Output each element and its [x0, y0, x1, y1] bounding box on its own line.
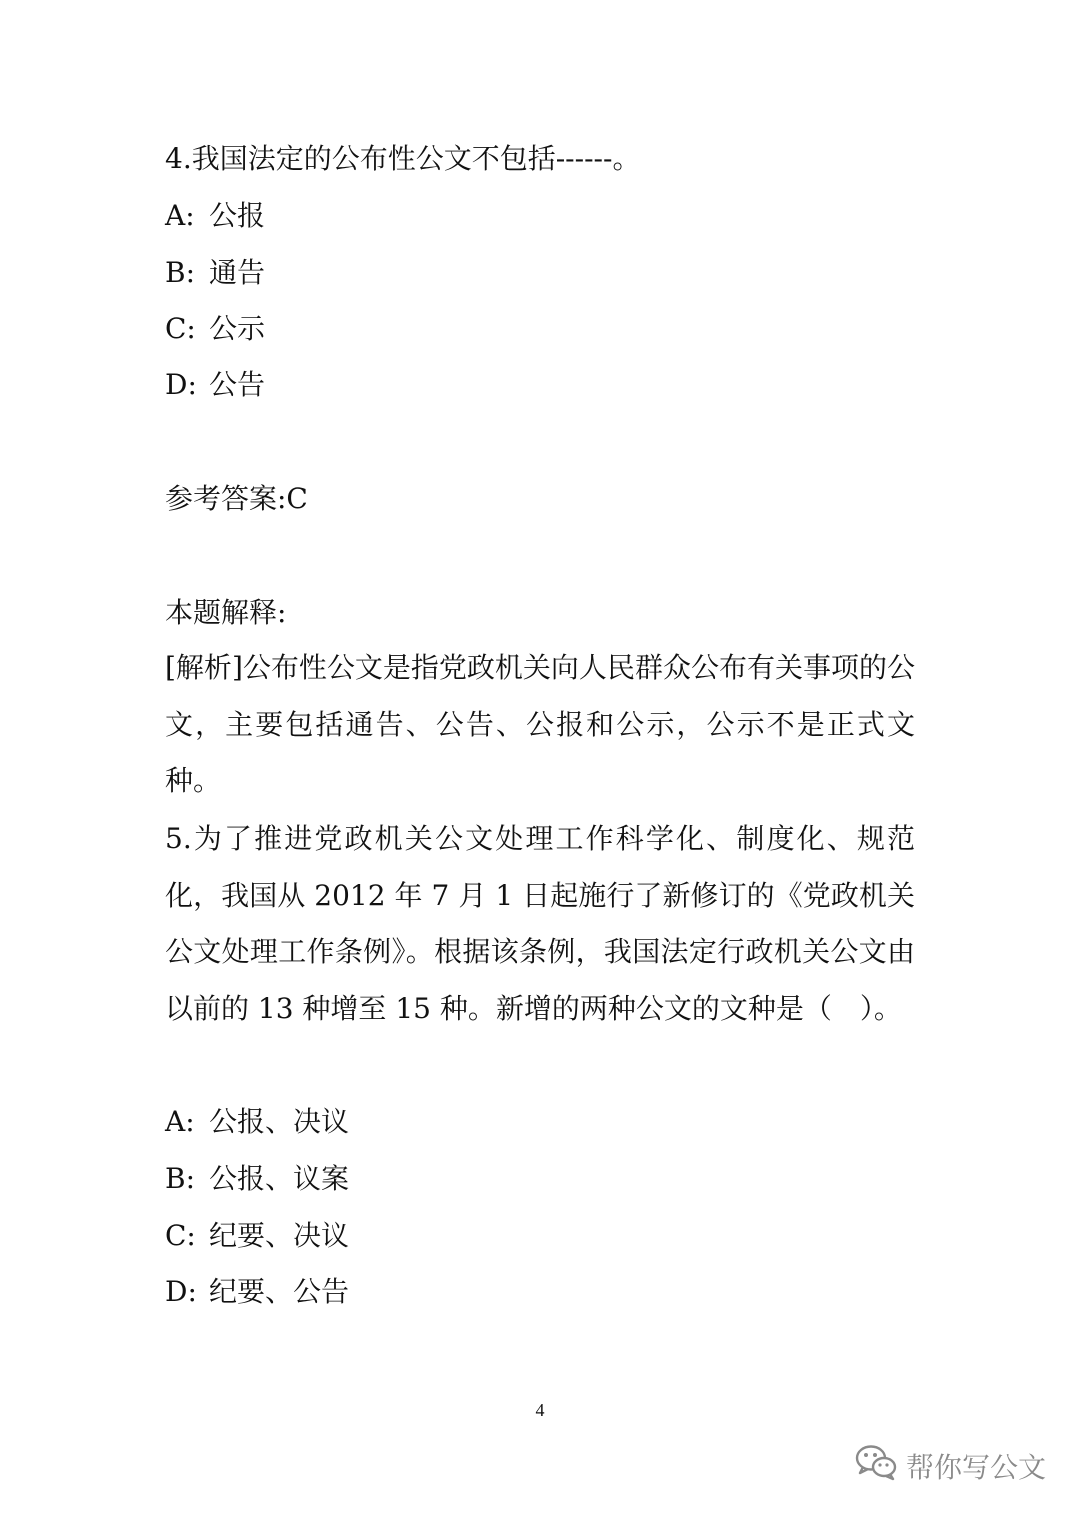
option-letter: A:	[165, 1105, 195, 1138]
option-letter: A:	[165, 199, 195, 232]
question-4-option-b	[165, 255, 265, 291]
option-text: 公报	[209, 199, 266, 232]
watermark-text: 帮你写公文	[905, 1450, 1046, 1484]
question-4-answer: 参考答案:C	[165, 482, 308, 515]
option-text: 通告	[209, 256, 266, 289]
question-4-explanation: [解析]公布性公文是指党政机关向人民群众公布有关事项的公文，主要包括通告、公告、公报和公示，公示不是正式文种。	[165, 651, 915, 797]
option-text: 公报、决议	[209, 1105, 350, 1138]
question-5-option-a	[165, 1104, 349, 1140]
question-5-option-c	[165, 1218, 349, 1254]
question-4-option-d	[165, 367, 265, 403]
option-text: 纪要、公告	[209, 1275, 350, 1308]
option-letter: C:	[165, 1219, 196, 1252]
question-4-option-c	[165, 311, 265, 347]
option-letter: D:	[165, 1275, 197, 1308]
question-5-option-d	[165, 1274, 349, 1310]
question-5-text: 5.为了推进党政机关公文处理工作科学化、制度化、规范化，我国从 2012 年 7 月 1 日起施行了新修订的《党政机关公文处理工作条例》。根据该条例，我国法定行政机关公文由以前的 13 种增至 15 种。新增的两种公文的文种是（ ）。	[165, 822, 915, 1025]
option-letter: D:	[165, 368, 197, 401]
wechat-icon	[854, 1442, 898, 1489]
option-text: 公告	[209, 368, 266, 401]
page-number: 4	[535, 1400, 545, 1420]
option-text: 纪要、决议	[209, 1219, 350, 1252]
explanation-title: 本题解释:	[165, 596, 287, 629]
option-text: 公报、议案	[209, 1162, 350, 1195]
option-letter: B:	[165, 256, 196, 289]
question-5-option-b	[165, 1161, 349, 1197]
watermark	[854, 1442, 1046, 1489]
question-4-option-a	[165, 198, 265, 234]
question-4-text: 4.我国法定的公布性公文不包括------。	[165, 142, 641, 175]
option-letter: B:	[165, 1162, 196, 1195]
option-letter: C:	[165, 312, 196, 345]
option-text: 公示	[209, 312, 266, 345]
